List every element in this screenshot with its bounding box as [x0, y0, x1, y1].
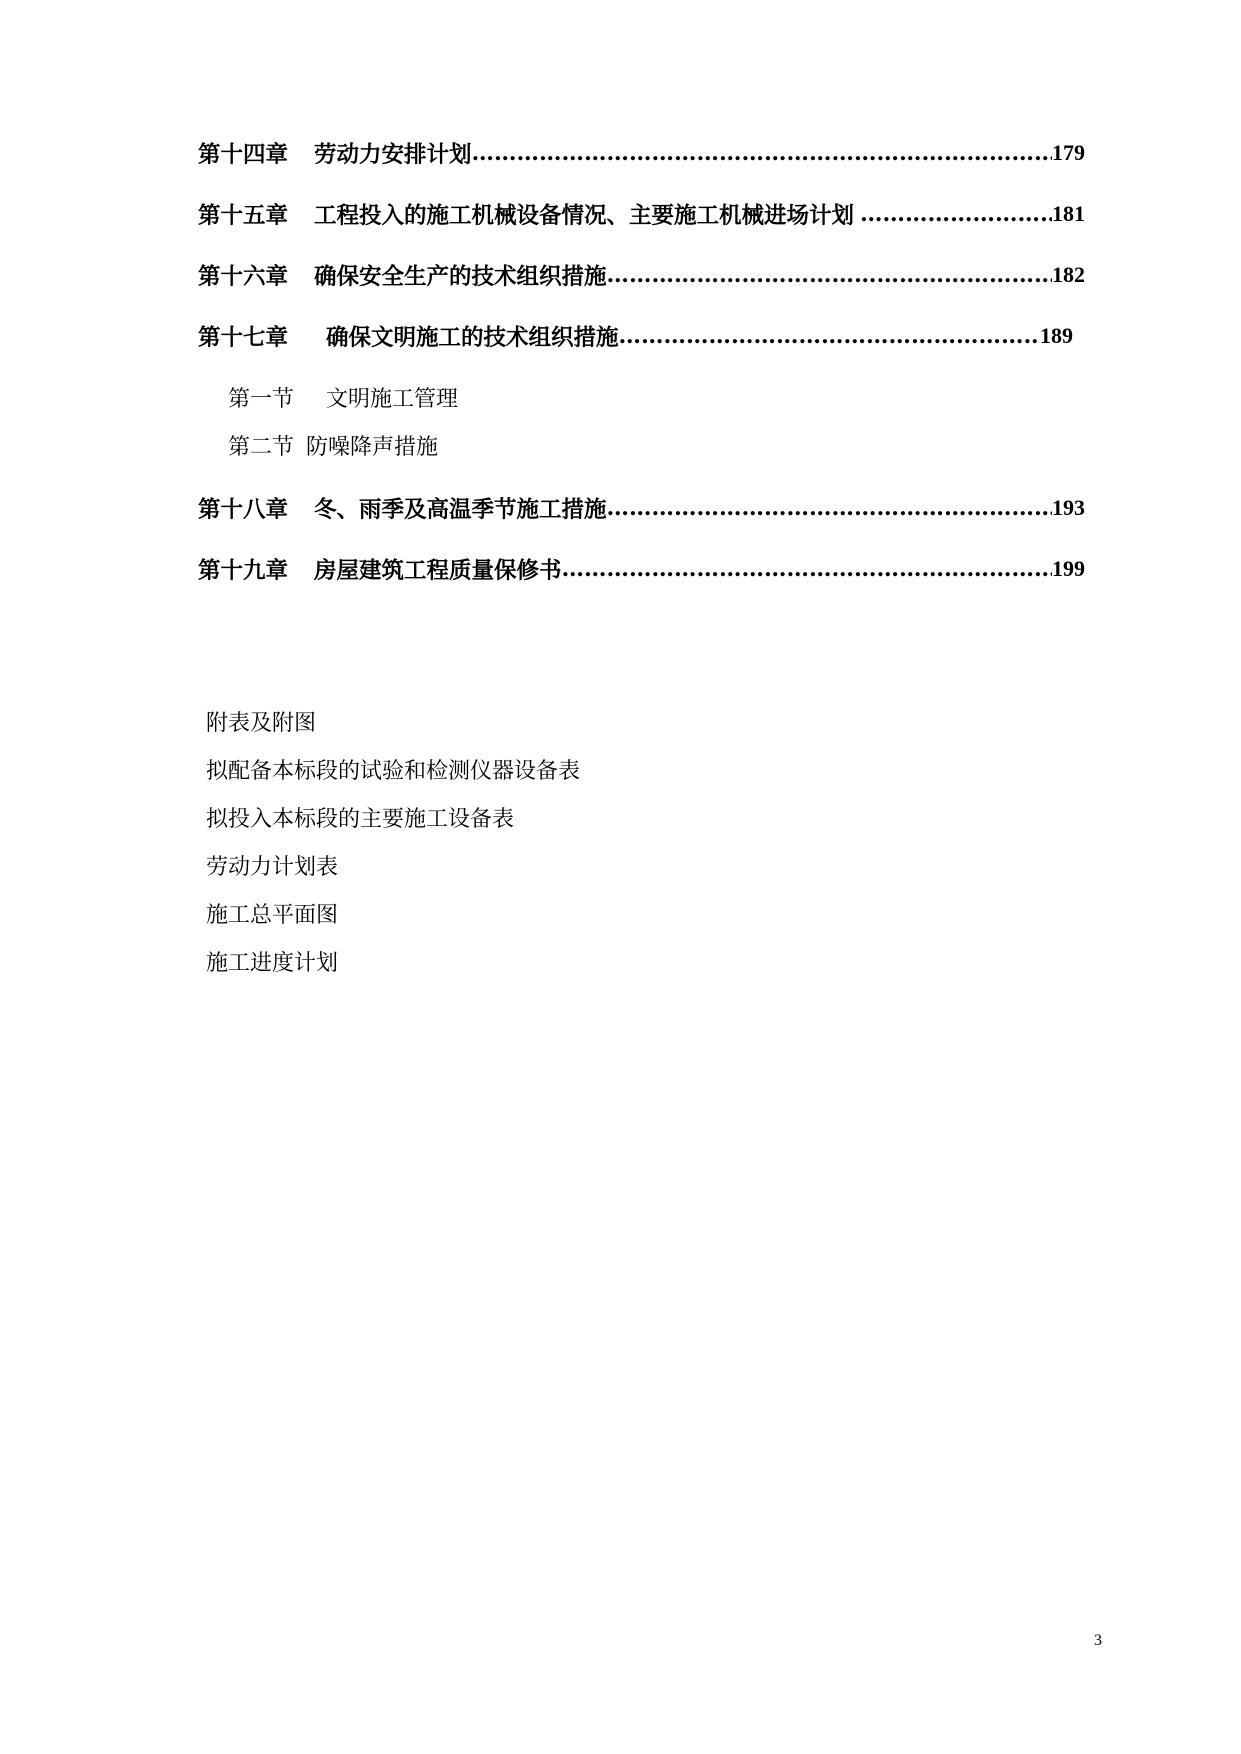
appendix-item-site-plan[interactable]: 施工总平面图: [206, 903, 339, 928]
toc-chapter-label: 第十五章: [198, 203, 289, 229]
toc-page-number: 181: [1052, 201, 1085, 226]
toc-chapter-title: 房屋建筑工程质量保修书: [314, 558, 562, 584]
toc-page-number: 189: [1040, 323, 1073, 348]
toc-chapter-label: 第十九章: [198, 558, 289, 584]
toc-section-1[interactable]: [228, 380, 458, 414]
toc-page-number: 182: [1052, 262, 1085, 287]
toc-entry-chapter-18[interactable]: [198, 488, 1085, 528]
toc-chapter-label: 第十四章: [198, 142, 289, 168]
toc-entry-chapter-16[interactable]: [198, 255, 1085, 295]
toc-chapter-title: 确保安全生产的技术组织措施: [314, 264, 607, 290]
toc-chapter-title: 劳动力安排计划: [314, 142, 472, 168]
page-number: 3: [1094, 1632, 1102, 1649]
toc-chapter-title: 工程投入的施工机械设备情况、主要施工机械进场计划: [314, 203, 855, 229]
appendix-heading[interactable]: 附表及附图: [206, 711, 317, 736]
appendix-item-labor-plan[interactable]: 劳动力计划表: [206, 855, 339, 880]
toc-page-number: 179: [1052, 140, 1085, 165]
toc-entry-chapter-17[interactable]: [198, 316, 1073, 356]
toc-chapter-label: 第十七章: [198, 325, 289, 351]
toc-dot-leader: [562, 556, 1052, 582]
toc-page-number: 199: [1052, 556, 1085, 581]
toc-section-label: 第一节: [228, 386, 295, 412]
toc-chapter-title: 冬、雨季及高温季节施工措施: [314, 497, 607, 523]
toc-entry-chapter-19[interactable]: [198, 549, 1085, 589]
toc-entry-chapter-14[interactable]: [198, 133, 1085, 173]
toc-entry-chapter-15[interactable]: [198, 194, 1085, 234]
toc-chapter-label: 第十六章: [198, 264, 289, 290]
appendix-item-construction-equipment[interactable]: 拟投入本标段的主要施工设备表: [206, 807, 515, 832]
toc-dot-leader: [607, 495, 1052, 521]
toc-section-title: 文明施工管理: [326, 386, 459, 412]
toc-dot-leader: [607, 262, 1052, 288]
appendix-item-schedule[interactable]: 施工进度计划: [206, 951, 339, 976]
toc-page-number: 193: [1052, 495, 1085, 520]
toc-chapter-label: 第十八章: [198, 497, 289, 523]
toc-section-label: 第二节: [228, 434, 295, 460]
toc-dot-leader: [860, 201, 1052, 227]
toc-section-2[interactable]: [228, 428, 438, 462]
toc-dot-leader: [472, 140, 1052, 166]
appendix-item-test-equipment[interactable]: 拟配备本标段的试验和检测仪器设备表: [206, 759, 581, 784]
toc-chapter-title: 确保文明施工的技术组织措施: [326, 325, 619, 351]
toc-dot-leader: [619, 323, 1040, 349]
toc-section-title: 防噪降声措施: [306, 434, 439, 460]
